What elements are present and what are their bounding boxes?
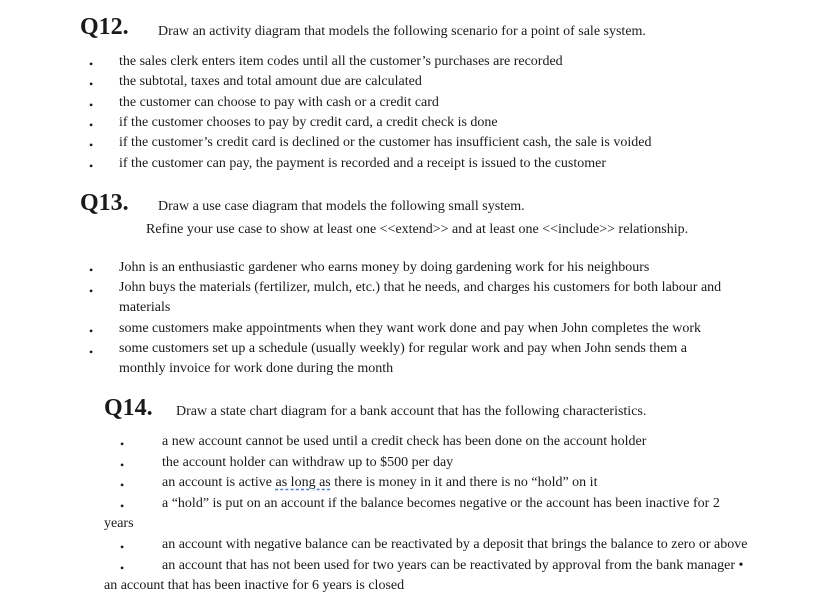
q14-item-2: the account holder can withdraw up to $500 per day — [162, 455, 454, 470]
q12-bullet: • — [89, 118, 94, 132]
q12-item-6: if the customer can pay, the payment is recorded and a receipt is issued to the customer — [119, 156, 606, 171]
q12-bullet: • — [89, 98, 94, 112]
q12-item-2: the subtotal, taxes and total amount due are calculated — [119, 74, 422, 89]
q12-item-1: the sales clerk enters item codes until all the customer’s purchases are recorded — [119, 54, 563, 69]
q13-item-3: some customers make appointments when they want work done and pay when John completes the work — [119, 321, 702, 336]
q14-bullet: • — [120, 478, 125, 492]
q13-item-2-cont: materials — [119, 300, 171, 315]
q13-bullet: • — [89, 263, 94, 277]
q13-bullet: • — [89, 284, 94, 298]
q12-item-5: if the customer’s credit card is declined or the customer has insufficient cash, the sale is voided — [119, 135, 652, 150]
q14-item-5: an account with negative balance can be reactivated by a deposit that brings the balance to zero or above — [162, 537, 748, 552]
q14-item-1: a new account cannot be used until a credit check has been done on the account holder — [162, 434, 647, 449]
q12-bullet: • — [89, 57, 94, 71]
q13-item-4-cont: monthly invoice for work done during the month — [119, 361, 394, 376]
q14-prompt: Draw a state chart diagram for a bank account that has the following characteristics. — [176, 404, 647, 419]
q14-bullet: • — [120, 458, 125, 472]
q14-item-7: an account that has been inactive for 6 years is closed — [104, 578, 405, 593]
q12-item-3: the customer can choose to pay with cash or a credit card — [119, 95, 439, 110]
q12-label: Q12. — [80, 14, 129, 40]
q14-bullet: • — [120, 437, 125, 451]
q13-refine: Refine your use case to show at least one <<extend>> and at least one <<include>> relationship. — [146, 222, 689, 237]
q13-item-1: John is an enthusiastic gardener who earns money by doing gardening work for his neighbours — [119, 260, 650, 275]
q14-item-6: an account that has not been used for two years can be reactivated by approval from the bank manager • — [162, 558, 744, 573]
q13-prompt: Draw a use case diagram that models the following small system. — [158, 199, 525, 214]
q13-item-4: some customers set up a schedule (usually weekly) for regular work and pay when John sends them a — [119, 341, 688, 356]
q14-item-4: a “hold” is put on an account if the balance becomes negative or the account has been inactive for 2 — [162, 496, 720, 511]
q14-item-3-end: there is money in it and there is no “hold” on it — [334, 475, 598, 490]
q13-bullet: • — [89, 345, 94, 359]
spellcheck-underline[interactable]: as long as — [275, 475, 331, 490]
q12-bullet: • — [89, 159, 94, 173]
q14-item-4-cont: years — [104, 516, 134, 531]
q14-bullet: • — [120, 561, 125, 575]
q14-item-3 — [162, 475, 597, 491]
q12-bullet: • — [89, 77, 94, 91]
q14-bullet: • — [120, 499, 125, 513]
q12-prompt: Draw an activity diagram that models the following scenario for a point of sale system. — [158, 24, 646, 39]
q13-item-2: John buys the materials (fertilizer, mulch, etc.) that he needs, and charges his customers for both labour and — [119, 280, 722, 295]
q12-item-4: if the customer chooses to pay by credit card, a credit check is done — [119, 115, 498, 130]
q13-label: Q13. — [80, 190, 129, 216]
q14-label: Q14. — [104, 395, 153, 421]
q12-bullet: • — [89, 138, 94, 152]
q14-item-3-start: an account is active — [162, 475, 273, 490]
q14-bullet: • — [120, 540, 125, 554]
q13-bullet: • — [89, 324, 94, 338]
